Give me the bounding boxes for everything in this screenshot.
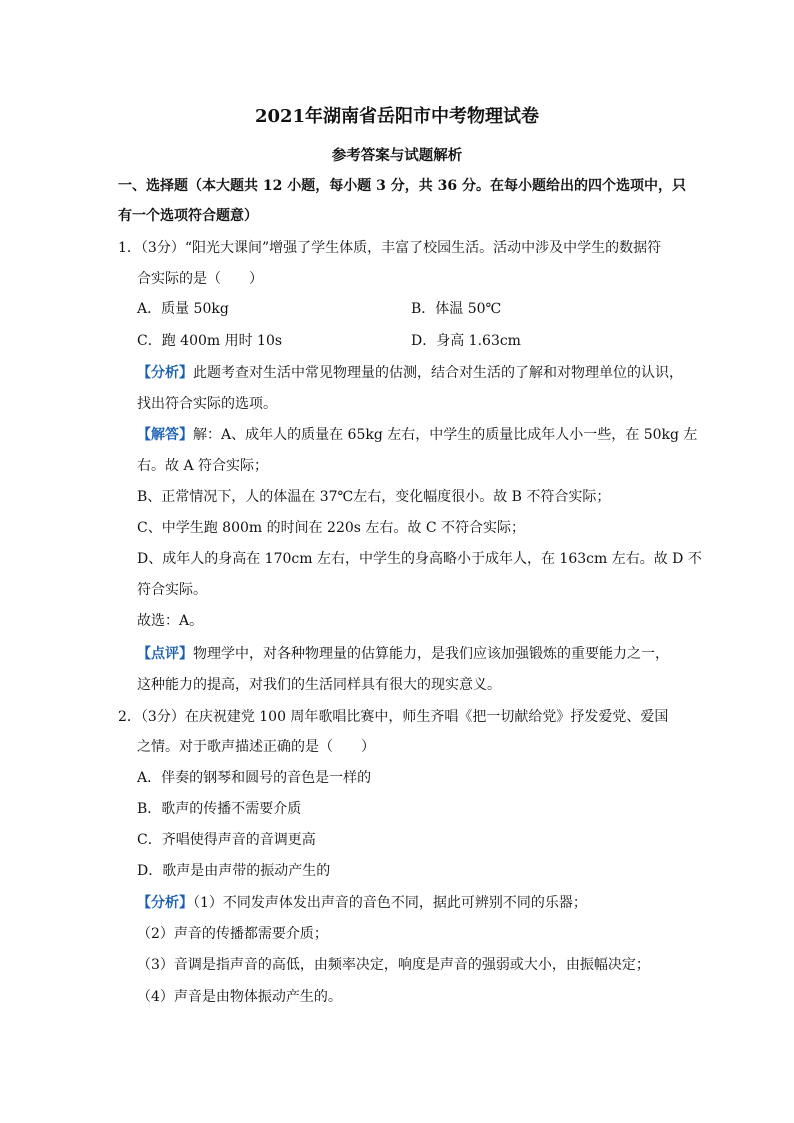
q2-analysis-line-1 xyxy=(137,892,587,914)
q1-analysis-line-1 xyxy=(137,362,683,384)
page-subtitle: 参考答案与试题解析 xyxy=(331,147,463,164)
q2-analysis-line-2: （2）声音的传播都需要介质； xyxy=(137,926,328,942)
analysis-text: （1）不同发声体发出声音的音色不同，据此可辨别不同的乐器； xyxy=(193,895,587,911)
section-heading-line-2: 有一个选项符合题意） xyxy=(118,208,258,224)
q1-answer-line-6: 符合实际。 xyxy=(137,582,207,598)
q1-answer-line-2: 右。故 A 符合实际； xyxy=(137,458,269,474)
answer-tag: 【解答】 xyxy=(137,427,193,443)
section-heading-line-1: 一、选择题（本大题共 12 小题，每小题 3 分，共 36 分。在每小题给出的四个选项中，只 xyxy=(118,178,686,194)
q1-stem-line-2: 合实际的是（ ） xyxy=(137,271,263,287)
q2-option-d: D．歌声是由声带的振动产生的 xyxy=(137,863,331,879)
q1-option-a: A．质量 50kg xyxy=(137,301,229,317)
q2-stem-line-1: 2．（3分）在庆祝建党 100 周年歌唱比赛中，师生齐唱《把一切献给党》抒发爱党、爱国 xyxy=(118,709,669,725)
q1-analysis-line-2: 找出符合实际的选项。 xyxy=(137,396,277,412)
comment-text: 物理学中，对各种物理量的估算能力，是我们应该加强锻炼的重要能力之一， xyxy=(193,646,669,662)
q1-answer-line-4: C、中学生跑 800m 的时间在 220s 左右。故 C 不符合实际； xyxy=(137,520,526,536)
q1-stem-line-1: 1．（3分）“阳光大课间”增强了学生体质，丰富了校园生活。活动中涉及中学生的数据符 xyxy=(118,240,662,256)
q1-comment-line-2: 这种能力的提高，对我们的生活同样具有很大的现实意义。 xyxy=(137,677,501,693)
q2-option-b: B．歌声的传播不需要介质 xyxy=(137,801,302,817)
q2-analysis-line-4: （4）声音是由物体振动产生的。 xyxy=(137,989,342,1005)
q1-choice: 故选：A。 xyxy=(137,613,204,629)
q2-stem-line-2: 之情。对于歌声描述正确的是（ ） xyxy=(137,739,375,755)
q2-option-c: C．齐唱使得声音的音调更高 xyxy=(137,832,316,848)
q1-comment-line-1 xyxy=(137,643,669,665)
answer-text: 解：A、成年人的质量在 65kg 左右，中学生的质量比成年人小一些，在 50kg 左 xyxy=(193,427,698,443)
q2-option-a: A．伴奏的钢琴和圆号的音色是一样的 xyxy=(137,770,372,786)
q1-answer-line-3: B、正常情况下，人的体温在 37℃左右，变化幅度很小。故 B 不符合实际； xyxy=(137,489,611,505)
q1-option-c: C．跑 400m 用时 10s xyxy=(137,333,283,349)
comment-tag: 【点评】 xyxy=(137,646,193,662)
q1-answer-line-5: D、成年人的身高在 170cm 左右，中学生的身高略小于成年人，在 163cm 左右。故 D 不 xyxy=(137,551,702,567)
analysis-tag: 【分析】 xyxy=(137,365,193,381)
q1-answer-line-1 xyxy=(137,424,697,446)
analysis-tag: 【分析】 xyxy=(137,895,193,911)
page-title: 2021年湖南省岳阳市中考物理试卷 xyxy=(254,106,540,127)
q1-option-d: D．身高 1.63cm xyxy=(411,333,521,349)
q1-option-b: B．体温 50℃ xyxy=(411,301,502,317)
q2-analysis-line-3: （3）音调是指声音的高低，由频率决定，响度是声音的强弱或大小，由振幅决定； xyxy=(137,957,650,973)
analysis-text: 此题考查对生活中常见物理量的估测，结合对生活的了解和对物理单位的认识， xyxy=(193,365,683,381)
